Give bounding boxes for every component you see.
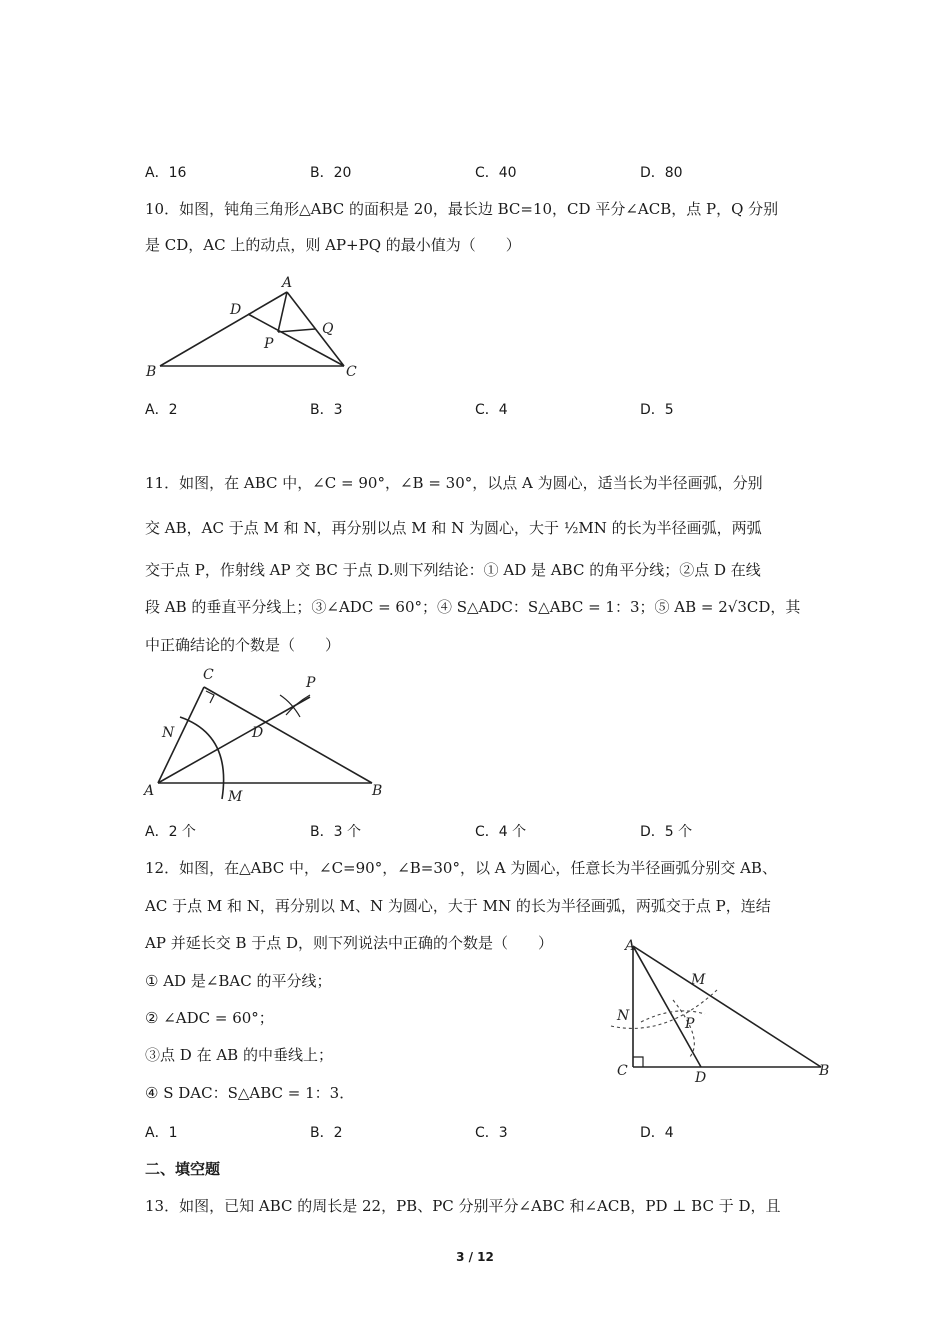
q10-option-c: C．4 (475, 402, 508, 418)
q11-text-line3: 交于点 P，作射线 AP 交 BC 于点 D.则下列结论：① AD 是 ABC 的角平分线；②点 D 在线 (145, 561, 761, 579)
q12-statement-1: ① AD 是∠BAC 的平分线； (145, 972, 332, 990)
q11-option-a: A．2 个 (145, 824, 196, 840)
q10-text-line1: 10．如图，钝角三角形△ABC 的面积是 20，最长边 BC=10，CD 平分∠ACB，点 P，Q 分别 (145, 200, 779, 218)
q11-label-d: D (252, 725, 264, 741)
q10-label-p: P (264, 336, 274, 352)
q12-text-line3: AP 并延长交 B 于点 D，则下列说法中正确的个数是（ ） (145, 934, 554, 952)
q11-option-c: C．4 个 (475, 824, 527, 840)
q11-label-m: M (228, 789, 243, 805)
q11-text-line1: 11．如图，在 ABC 中，∠C = 90°，∠B = 30°，以点 A 为圆心，适当长为半径画弧，分别 (145, 474, 763, 492)
q9-option-d: D．80 (640, 165, 683, 181)
q10-label-a: A (282, 275, 293, 291)
q12-side-ab (633, 946, 821, 1067)
q11-option-b: B．3 个 (310, 824, 361, 840)
q12-label-m: M (691, 972, 706, 988)
q12-text-line2: AC 于点 M 和 N，再分别以 M、N 为圆心，大于 MN 的长为半径画弧，两弧交于点 P，连结 (145, 897, 771, 915)
q11-text-line4: 段 AB 的垂直平分线上；③∠ADC = 60°；④ S△ADC：S△ABC = 1：3；⑤ AB = 2√3CD，其 (145, 598, 801, 616)
q12-text-line1: 12．如图，在△ABC 中，∠C=90°，∠B=30°，以 A 为圆心，任意长为半径画弧分别交 AB、 (145, 859, 777, 877)
q12-label-d: D (695, 1070, 707, 1086)
q12-label-c: C (617, 1063, 628, 1079)
q11-label-b: B (372, 783, 383, 799)
q12-label-n: N (617, 1008, 630, 1024)
q10-figure (140, 270, 380, 385)
q10-label-q: Q (322, 321, 334, 337)
q10-option-d: D．5 (640, 402, 674, 418)
q11-label-c: C (203, 667, 214, 683)
q12-statement-2: ② ∠ADC = 60°； (145, 1009, 274, 1027)
q11-label-n: N (162, 725, 175, 741)
q9-option-c: C．40 (475, 165, 517, 181)
q12-label-b: B (819, 1063, 830, 1079)
q11-label-a: A (144, 783, 155, 799)
q9-option-b: B．20 (310, 165, 352, 181)
q10-segment-pq (278, 329, 315, 332)
q12-segment-ad (633, 946, 701, 1067)
q12-option-c: C．3 (475, 1125, 508, 1141)
q11-option-d: D．5 个 (640, 824, 693, 840)
q12-option-a: A．1 (145, 1125, 178, 1141)
q10-label-c: C (346, 364, 357, 380)
q10-side-ac (287, 292, 344, 366)
page-number: 3 / 12 (456, 1250, 494, 1264)
q13-text-line1: 13．如图，已知 ABC 的周长是 22，PB、PC 分别平分∠ABC 和∠ACB，PD ⊥ BC 于 D，且 (145, 1197, 781, 1215)
q12-right-angle (633, 1057, 643, 1067)
q10-label-b: B (146, 364, 157, 380)
q12-option-b: B．2 (310, 1125, 343, 1141)
q11-text-line5: 中正确结论的个数是（ ） (145, 636, 341, 654)
q12-option-d: D．4 (640, 1125, 674, 1141)
q12-label-a: A (625, 938, 636, 954)
q10-text-line2: 是 CD，AC 上的动点，则 AP+PQ 的最小值为（ ） (145, 236, 521, 254)
q11-label-p: P (306, 675, 316, 691)
q10-side-ba (160, 292, 287, 366)
q11-text-line2: 交 AB，AC 于点 M 和 N，再分别以点 M 和 N 为圆心，大于 ½MN 的长为半径画弧，两弧 (145, 519, 762, 537)
q12-statement-4: ④ S DAC：S△ABC = 1：3． (145, 1084, 355, 1102)
q10-option-a: A．2 (145, 402, 178, 418)
q11-arc-p2 (286, 695, 310, 715)
q11-arc-p1 (280, 695, 300, 717)
q11-figure (140, 665, 390, 810)
q11-ray-ap (158, 697, 310, 783)
q9-option-a: A．16 (145, 165, 187, 181)
q12-label-p: P (685, 1016, 695, 1032)
q10-label-d: D (230, 302, 242, 318)
q12-statement-3: ③点 D 在 AB 的中垂线上； (145, 1046, 333, 1064)
q10-option-b: B．3 (310, 402, 343, 418)
q12-figure (605, 930, 840, 1090)
q10-segment-ap (278, 292, 287, 332)
section-heading: 二、填空题 (145, 1160, 221, 1178)
